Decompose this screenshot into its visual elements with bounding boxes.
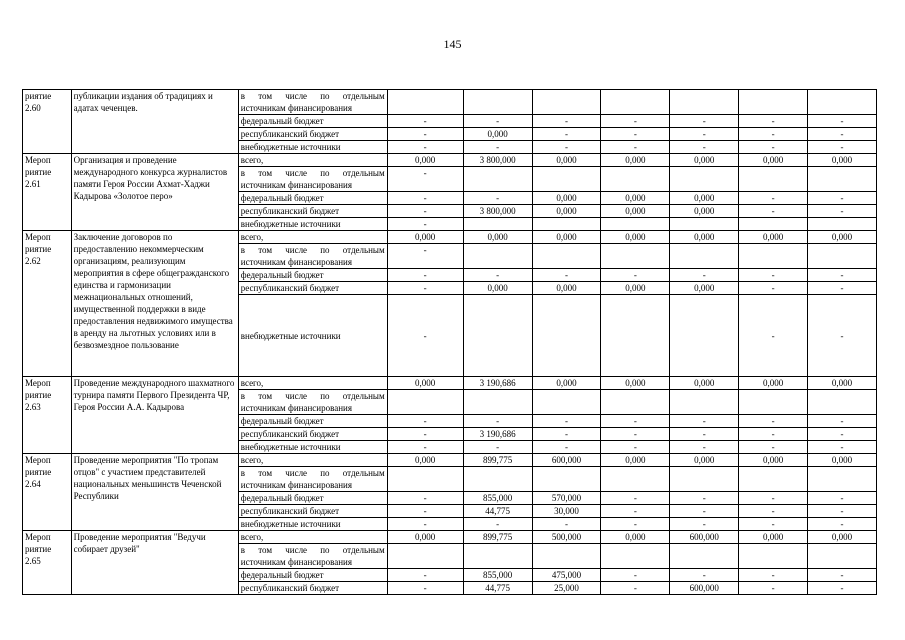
value-cell: -	[532, 115, 601, 128]
value-cell	[670, 167, 739, 192]
value-cell: 0,000	[532, 377, 601, 390]
value-cell	[670, 544, 739, 569]
value-cell	[387, 544, 463, 569]
value-cell: 0,000	[601, 377, 670, 390]
value-cell: -	[532, 518, 601, 531]
measure-description-cell: Заключение договоров по предоставлению некоммерческим организациям, реализующим мероприятия в сфере общегражданского единства и гармонизации межнациональных отношений, имущественной поддержки в виде предоставления недвижимого имущества в аренду на льготных условиях или в безвозмездное пользование	[71, 231, 238, 377]
value-cell: 0,000	[808, 154, 877, 167]
value-cell	[808, 167, 877, 192]
value-cell: -	[808, 282, 877, 295]
table-row	[23, 154, 877, 167]
funding-source-cell: в том числе по отдельным источникам финансирования	[238, 90, 387, 115]
value-cell	[532, 90, 601, 115]
value-cell: -	[463, 141, 532, 154]
value-cell: -	[601, 518, 670, 531]
value-cell	[601, 390, 670, 415]
funding-source-cell: в том числе по отдельным источникам финансирования	[238, 167, 387, 192]
value-cell	[601, 90, 670, 115]
value-cell	[808, 218, 877, 231]
funding-source-cell: республиканский бюджет	[238, 582, 387, 595]
value-cell: -	[387, 582, 463, 595]
value-cell: -	[808, 441, 877, 454]
value-cell	[387, 390, 463, 415]
funding-source-cell: внебюджетные источники	[238, 295, 387, 377]
value-cell	[739, 90, 808, 115]
value-cell: -	[670, 569, 739, 582]
table-row	[23, 231, 877, 244]
value-cell: -	[808, 428, 877, 441]
value-cell: -	[463, 115, 532, 128]
funding-source-cell: в том числе по отдельным источникам финансирования	[238, 467, 387, 492]
value-cell	[739, 390, 808, 415]
funding-source-cell: республиканский бюджет	[238, 428, 387, 441]
measure-description-cell: Проведение мероприятия "Ведучи собирает друзей"	[71, 531, 238, 595]
measure-description-cell: Проведение международного шахматного турнира памяти Первого Президента ЧР, Героя России А.А. Кадырова	[71, 377, 238, 454]
value-cell	[463, 295, 532, 377]
value-cell: 0,000	[601, 205, 670, 218]
value-cell: -	[808, 569, 877, 582]
value-cell: -	[739, 192, 808, 205]
value-cell: 0,000	[670, 231, 739, 244]
value-cell: -	[670, 415, 739, 428]
value-cell	[532, 467, 601, 492]
value-cell: 0,000	[601, 192, 670, 205]
value-cell: -	[387, 505, 463, 518]
value-cell: 0,000	[808, 231, 877, 244]
value-cell: 0,000	[739, 454, 808, 467]
funding-source-cell: в том числе по отдельным источникам финансирования	[238, 544, 387, 569]
measure-description-cell: Организация и проведение международного конкурса журналистов памяти Героя России Ахмат-Хаджи Кадырова «Золотое перо»	[71, 154, 238, 231]
value-cell: -	[739, 492, 808, 505]
value-cell: 0,000	[670, 154, 739, 167]
value-cell: 475,000	[532, 569, 601, 582]
value-cell	[463, 467, 532, 492]
value-cell: 0,000	[532, 205, 601, 218]
measure-description-cell: Проведение мероприятия "По тропам отцов" с участием представителей национальных меньшинств Чеченской Республики	[71, 454, 238, 531]
value-cell: 600,000	[670, 531, 739, 544]
value-cell	[670, 218, 739, 231]
value-cell: 0,000	[670, 282, 739, 295]
table-row	[23, 454, 877, 467]
value-cell: -	[463, 415, 532, 428]
value-cell: -	[387, 128, 463, 141]
value-cell	[601, 218, 670, 231]
value-cell: 600,000	[670, 582, 739, 595]
value-cell: -	[670, 518, 739, 531]
table-row	[23, 377, 877, 390]
value-cell	[532, 167, 601, 192]
value-cell: -	[808, 115, 877, 128]
value-cell	[532, 390, 601, 415]
value-cell: 0,000	[532, 231, 601, 244]
value-cell: -	[601, 492, 670, 505]
value-cell: 0,000	[739, 377, 808, 390]
value-cell: -	[808, 295, 877, 377]
value-cell	[463, 90, 532, 115]
value-cell: 0,000	[808, 531, 877, 544]
value-cell	[532, 544, 601, 569]
value-cell: 0,000	[670, 454, 739, 467]
value-cell: -	[739, 582, 808, 595]
value-cell	[601, 544, 670, 569]
value-cell: -	[670, 115, 739, 128]
value-cell	[739, 218, 808, 231]
value-cell: -	[808, 269, 877, 282]
value-cell: -	[463, 269, 532, 282]
value-cell: 0,000	[387, 531, 463, 544]
value-cell: 600,000	[532, 454, 601, 467]
page-number: 145	[443, 37, 462, 51]
value-cell	[601, 167, 670, 192]
value-cell: -	[387, 492, 463, 505]
value-cell: 570,000	[532, 492, 601, 505]
value-cell: 0,000	[601, 282, 670, 295]
value-cell	[670, 467, 739, 492]
value-cell: 0,000	[739, 531, 808, 544]
value-cell: -	[387, 205, 463, 218]
value-cell: -	[601, 505, 670, 518]
value-cell	[463, 167, 532, 192]
measure-id-cell: Мероп риятие 2.63	[23, 377, 72, 454]
value-cell: -	[739, 115, 808, 128]
value-cell: -	[532, 415, 601, 428]
value-cell: 0,000	[670, 192, 739, 205]
value-cell: -	[463, 192, 532, 205]
value-cell: 0,000	[532, 282, 601, 295]
measure-description-cell: публикации издания об традициях и адатах чеченцев.	[71, 90, 238, 154]
value-cell: -	[387, 415, 463, 428]
value-cell: -	[601, 128, 670, 141]
funding-source-cell: федеральный бюджет	[238, 192, 387, 205]
value-cell: -	[387, 518, 463, 531]
value-cell	[739, 244, 808, 269]
value-cell	[808, 544, 877, 569]
value-cell: 0,000	[739, 154, 808, 167]
value-cell: -	[387, 282, 463, 295]
value-cell: 3 190,686	[463, 428, 532, 441]
value-cell: -	[532, 128, 601, 141]
value-cell: -	[601, 269, 670, 282]
value-cell: -	[739, 415, 808, 428]
value-cell: -	[387, 167, 463, 192]
value-cell: -	[670, 428, 739, 441]
value-cell	[808, 390, 877, 415]
measure-id-cell: Мероп риятие 2.62	[23, 231, 72, 377]
value-cell: -	[532, 428, 601, 441]
value-cell: 0,000	[463, 231, 532, 244]
value-cell: 3 800,000	[463, 205, 532, 218]
value-cell: 25,000	[532, 582, 601, 595]
value-cell: -	[739, 282, 808, 295]
funding-source-cell: всего,	[238, 377, 387, 390]
value-cell: -	[670, 128, 739, 141]
value-cell: 855,000	[463, 569, 532, 582]
value-cell: -	[670, 505, 739, 518]
funding-source-cell: федеральный бюджет	[238, 115, 387, 128]
value-cell: -	[387, 218, 463, 231]
value-cell: 500,000	[532, 531, 601, 544]
value-cell: -	[808, 492, 877, 505]
value-cell: 899,775	[463, 531, 532, 544]
value-cell: 0,000	[532, 154, 601, 167]
value-cell: 855,000	[463, 492, 532, 505]
funding-source-cell: федеральный бюджет	[238, 569, 387, 582]
value-cell: -	[808, 205, 877, 218]
table-row	[23, 90, 877, 115]
value-cell: -	[670, 269, 739, 282]
value-cell: 0,000	[532, 192, 601, 205]
value-cell: 44,775	[463, 582, 532, 595]
value-cell: -	[670, 141, 739, 154]
funding-source-cell: внебюджетные источники	[238, 441, 387, 454]
funding-table	[22, 89, 877, 595]
value-cell: 0,000	[387, 454, 463, 467]
funding-source-cell: республиканский бюджет	[238, 205, 387, 218]
value-cell	[532, 244, 601, 269]
funding-source-cell: федеральный бюджет	[238, 415, 387, 428]
value-cell: 0,000	[808, 377, 877, 390]
value-cell: 3 800,000	[463, 154, 532, 167]
funding-source-cell: внебюджетные источники	[238, 518, 387, 531]
funding-source-cell: всего,	[238, 154, 387, 167]
value-cell: -	[739, 205, 808, 218]
value-cell: -	[532, 141, 601, 154]
value-cell	[463, 244, 532, 269]
funding-source-cell: в том числе по отдельным источникам финансирования	[238, 390, 387, 415]
value-cell: 44,775	[463, 505, 532, 518]
funding-source-cell: республиканский бюджет	[238, 505, 387, 518]
value-cell: 0,000	[387, 154, 463, 167]
value-cell: -	[387, 244, 463, 269]
value-cell: -	[808, 582, 877, 595]
value-cell: 0,000	[601, 154, 670, 167]
measure-id-cell: Мероп риятие 2.65	[23, 531, 72, 595]
measure-id-cell: Мероп риятие 2.61	[23, 154, 72, 231]
value-cell	[670, 295, 739, 377]
funding-source-cell: федеральный бюджет	[238, 269, 387, 282]
value-cell	[601, 244, 670, 269]
value-cell: -	[387, 569, 463, 582]
value-cell: -	[808, 141, 877, 154]
value-cell: -	[739, 569, 808, 582]
value-cell: -	[808, 415, 877, 428]
value-cell	[808, 90, 877, 115]
value-cell	[739, 167, 808, 192]
funding-source-cell: внебюджетные источники	[238, 141, 387, 154]
value-cell: -	[387, 141, 463, 154]
value-cell: -	[463, 441, 532, 454]
funding-source-cell: внебюджетные источники	[238, 218, 387, 231]
value-cell: -	[387, 192, 463, 205]
value-cell: -	[601, 428, 670, 441]
value-cell: 0,000	[601, 231, 670, 244]
table-row	[23, 531, 877, 544]
measure-id-cell: Мероп риятие 2.64	[23, 454, 72, 531]
value-cell	[808, 244, 877, 269]
value-cell: -	[808, 128, 877, 141]
value-cell: -	[601, 569, 670, 582]
value-cell: -	[601, 582, 670, 595]
funding-source-cell: республиканский бюджет	[238, 282, 387, 295]
value-cell	[601, 295, 670, 377]
value-cell: 0,000	[601, 454, 670, 467]
value-cell: -	[601, 115, 670, 128]
value-cell: 0,000	[670, 205, 739, 218]
funding-source-cell: всего,	[238, 231, 387, 244]
value-cell	[808, 467, 877, 492]
value-cell	[739, 467, 808, 492]
funding-source-cell: республиканский бюджет	[238, 128, 387, 141]
value-cell: -	[739, 441, 808, 454]
value-cell: 0,000	[670, 377, 739, 390]
value-cell: -	[601, 141, 670, 154]
value-cell: -	[387, 441, 463, 454]
value-cell: -	[739, 295, 808, 377]
value-cell	[387, 90, 463, 115]
value-cell: -	[387, 115, 463, 128]
value-cell: -	[739, 128, 808, 141]
value-cell: -	[532, 269, 601, 282]
value-cell: -	[739, 505, 808, 518]
value-cell: -	[387, 295, 463, 377]
value-cell: 0,000	[808, 454, 877, 467]
value-cell	[463, 218, 532, 231]
value-cell	[463, 390, 532, 415]
value-cell	[463, 544, 532, 569]
value-cell: -	[387, 269, 463, 282]
value-cell	[670, 90, 739, 115]
funding-source-cell: всего,	[238, 454, 387, 467]
value-cell: 3 190,686	[463, 377, 532, 390]
value-cell: -	[739, 428, 808, 441]
value-cell	[670, 244, 739, 269]
value-cell	[670, 390, 739, 415]
value-cell: 0,000	[387, 231, 463, 244]
value-cell: 0,000	[387, 377, 463, 390]
value-cell: -	[739, 518, 808, 531]
value-cell: -	[670, 492, 739, 505]
value-cell: -	[739, 141, 808, 154]
value-cell: 0,000	[463, 282, 532, 295]
value-cell: -	[463, 518, 532, 531]
value-cell: -	[532, 441, 601, 454]
value-cell: -	[739, 269, 808, 282]
value-cell: -	[601, 415, 670, 428]
value-cell: 30,000	[532, 505, 601, 518]
value-cell: -	[808, 505, 877, 518]
value-cell: -	[387, 428, 463, 441]
measure-id-cell: риятие 2.60	[23, 90, 72, 154]
value-cell	[532, 295, 601, 377]
value-cell: -	[601, 441, 670, 454]
funding-source-cell: всего,	[238, 531, 387, 544]
value-cell: 899,775	[463, 454, 532, 467]
value-cell: 0,000	[601, 531, 670, 544]
value-cell: 0,000	[463, 128, 532, 141]
value-cell	[387, 467, 463, 492]
value-cell	[739, 544, 808, 569]
value-cell	[532, 218, 601, 231]
funding-source-cell: в том числе по отдельным источникам финансирования	[238, 244, 387, 269]
funding-source-cell: федеральный бюджет	[238, 492, 387, 505]
value-cell	[601, 467, 670, 492]
value-cell: -	[670, 441, 739, 454]
value-cell: -	[808, 192, 877, 205]
value-cell: 0,000	[739, 231, 808, 244]
value-cell: -	[808, 518, 877, 531]
